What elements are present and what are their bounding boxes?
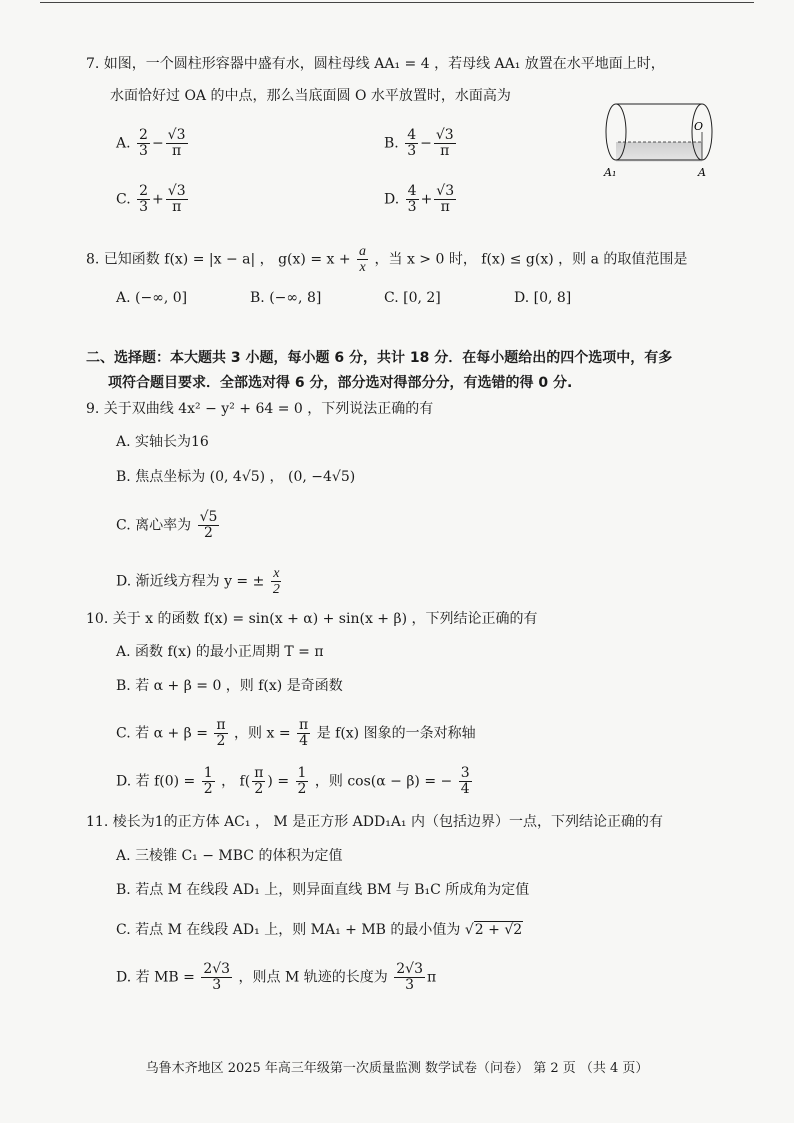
fraction: $\frac{3}{4}$	[460, 765, 470, 797]
fraction: $\frac{2}{3}$	[139, 183, 149, 215]
fraction: $\frac{√3}{\pi}$	[167, 183, 186, 215]
q11-stem: 11. 棱长为1的正方体 AC₁ ， M 是正方形 ADD₁A₁ 内（包括边界）一点，下列结论正确的有	[86, 814, 663, 830]
fraction: $\frac{2}{3}$	[139, 127, 148, 159]
fraction: $\frac{√3}{\pi}$	[436, 183, 455, 215]
figure-label-a1: A₁	[604, 166, 617, 179]
figure-label-o: O	[694, 120, 704, 133]
water-region	[616, 142, 702, 162]
fraction: $\frac{2√3}{3}$	[203, 961, 231, 993]
q7-option-a-label: A.	[116, 135, 131, 152]
q11-option-d: D. 若 MB = $\frac{2√3}{3}$ ，则点 M 轨迹的长度为 $\frac{2√3}{3}$ π	[116, 961, 437, 993]
fraction: $\frac{4}{3}$	[407, 127, 417, 159]
q11-option-a: A. 三棱锥 C₁ − MBC 的体积为定值	[116, 848, 343, 864]
q7-option-a: A. $\frac{2}{3}$ − $\frac{√3}{\pi}$	[116, 127, 186, 159]
fraction: $\frac{\pi}{4}$	[299, 717, 309, 749]
fraction: $\frac{\pi}{2}$	[254, 765, 264, 797]
section-2-line1: 二、选择题：本大题共 3 小题，每小题 6 分，共计 18 分．在每小题给出的四个选项中，有多	[86, 350, 673, 366]
sqrt-value: 2 + √2	[474, 922, 523, 938]
q7-option-c: C. $\frac{2}{3}$ + $\frac{√3}{\pi}$	[116, 183, 186, 215]
q10-option-b: B. 若 α + β = 0 ，则 f(x) 是奇函数	[116, 678, 343, 694]
q7-option-b: B. $\frac{4}{3}$ − $\frac{√3}{\pi}$	[384, 127, 454, 159]
fraction: $\frac{2√3}{3}$	[396, 961, 423, 993]
top-rule	[40, 2, 754, 3]
fraction: $\frac{x}{2}$	[272, 566, 280, 597]
q9-stem: 9. 关于双曲线 4x² − y² + 64 = 0 ，下列说法正确的有	[86, 401, 434, 417]
q9-option-c: C. 离心率为 $\frac{√5}{2}$	[116, 509, 218, 541]
q7-stem-line1: 7. 如图，一个圆柱形容器中盛有水，圆柱母线 AA₁ = 4 ，若母线 AA₁ 放置在水平地面上时，	[86, 56, 665, 72]
q7-stem-line2: 水面恰好过 OA 的中点，那么当底面圆 O 水平放置时，水面高为	[110, 88, 511, 104]
fraction: $\frac{4}{3}$	[407, 183, 417, 215]
q9-option-a: A. 实轴长为16	[116, 434, 209, 450]
q8-option-a: A. (−∞, 0]	[116, 290, 188, 306]
fraction: $\frac{1}{2}$	[297, 765, 307, 797]
q8-stem: 8. 已知函数 f(x) = |x − a| ， g(x) = x + $\frac{a}{x}$ ，当 x > 0 时， f(x) ≤ g(x) ，则 a 的取值范围是	[86, 244, 688, 275]
q10-option-c: C. 若 α + β = $\frac{\pi}{2}$ ，则 x = $\frac{\pi}{4}$ 是 f(x) 图象的一条对称轴	[116, 717, 476, 749]
q9-option-d: D. 渐近线方程为 y = ± $\frac{x}{2}$	[116, 566, 280, 597]
q8-option-c: C. [0, 2]	[384, 290, 441, 306]
figure-label-a: A	[698, 166, 706, 179]
q10-stem: 10. 关于 x 的函数 f(x) = sin(x + α) + sin(x + β) ，下列结论正确的有	[86, 611, 538, 627]
section-2-line2: 项符合题目要求．全部选对得 6 分，部分选对得部分分，有选错的得 0 分.	[108, 375, 573, 391]
fraction: $\frac{1}{2}$	[203, 765, 213, 797]
fraction: $\frac{\pi}{2}$	[216, 717, 226, 749]
fraction: $\frac{√3}{\pi}$	[167, 127, 186, 159]
q7-option-d-label: D.	[384, 191, 400, 208]
q7-option-d: D. $\frac{4}{3}$ + $\frac{√3}{\pi}$	[384, 183, 455, 215]
fraction: $\frac{a}{x}$	[359, 244, 367, 275]
fraction: $\frac{√5}{2}$	[199, 509, 218, 541]
q10-option-d: D. 若 f(0) = $\frac{1}{2}$ ， f( $\frac{\pi}{2}$ ) = $\frac{1}{2}$ ，则 cos(α − β) = − $\frac{3}{4}$	[116, 765, 470, 797]
q11-option-b: B. 若点 M 在线段 AD₁ 上，则异面直线 BM 与 B₁C 所成角为定值	[116, 882, 530, 898]
fraction: $\frac{√3}{\pi}$	[435, 127, 454, 159]
q7-option-c-label: C.	[116, 191, 131, 208]
q11-option-c: C. 若点 M 在线段 AD₁ 上，则 MA₁ + MB 的最小值为 √2 + √2	[116, 922, 523, 938]
page-footer: 乌鲁木齐地区 2025 年高三年级第一次质量监测 数学试卷（问卷） 第 2 页 （共 4 页）	[145, 1061, 649, 1076]
q8-option-d: D. [0, 8]	[514, 290, 572, 306]
cylinder-figure	[598, 100, 728, 180]
q8-option-b: B. (−∞, 8]	[250, 290, 322, 306]
q9-option-b: B. 焦点坐标为 (0, 4√5) ， (0, −4√5)	[116, 469, 356, 485]
q10-option-a: A. 函数 f(x) 的最小正周期 T = π	[116, 644, 324, 660]
q7-option-b-label: B.	[384, 135, 399, 152]
